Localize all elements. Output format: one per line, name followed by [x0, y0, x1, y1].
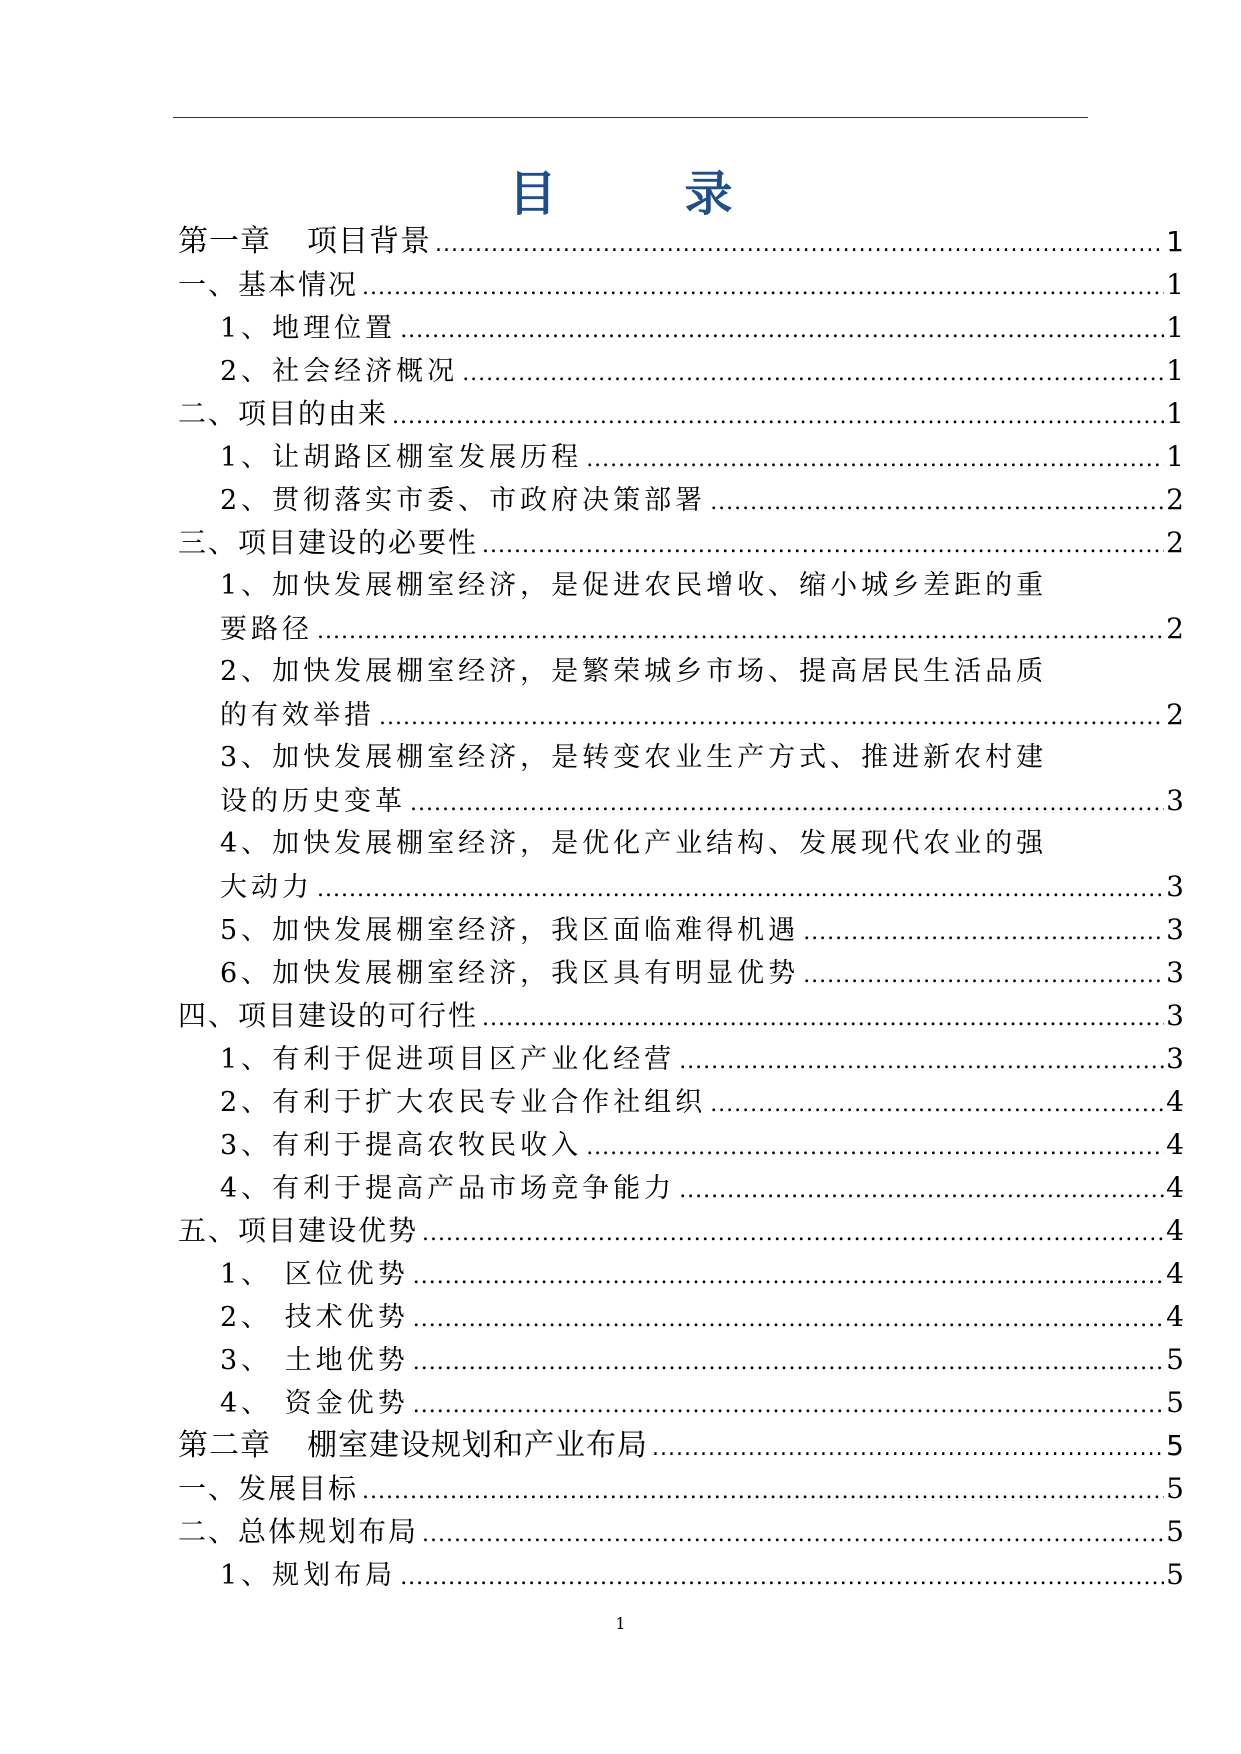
- page-number: 4: [1166, 1257, 1184, 1290]
- entry-label: 1、地理位置: [220, 313, 397, 344]
- toc-entry-section[interactable]: [178, 994, 1184, 1037]
- entry-label: 二、总体规划布局: [178, 1515, 419, 1548]
- entry-label-line2: 要路径: [220, 614, 313, 645]
- toc-entry-section[interactable]: [178, 1510, 1184, 1553]
- entry-label-line1: 2、加快发展棚室经济，是繁荣城乡市场、提高居民生活品质: [220, 656, 1048, 687]
- page-number: 1: [1166, 397, 1184, 430]
- entry-label: 一、基本情况: [178, 268, 359, 301]
- leader-dots: [710, 1081, 1164, 1126]
- leader-dots: [413, 1296, 1164, 1341]
- toc-entry-subsection[interactable]: [178, 478, 1184, 521]
- toc-entry-section[interactable]: [178, 263, 1184, 306]
- page-number: 1: [1166, 268, 1184, 301]
- entry-label-line2: 的有效举措: [220, 700, 375, 731]
- toc-entry-section[interactable]: [178, 392, 1184, 435]
- entry-label: 4、有利于提高产品市场竞争能力: [220, 1173, 676, 1204]
- toc-entry-subsection[interactable]: [178, 435, 1184, 478]
- toc-entry-subsection-wrapped[interactable]: [178, 564, 1184, 650]
- toc-entry-subsection-wrapped[interactable]: [178, 822, 1184, 908]
- chapter-title: 棚室建设规划和产业布局: [307, 1428, 648, 1463]
- toc-entry-section[interactable]: [178, 521, 1184, 564]
- entry-label: 1、 区位优势: [220, 1259, 409, 1290]
- leader-dots: [362, 263, 1164, 309]
- page-number: 5: [1166, 1386, 1184, 1419]
- entry-label: 3、 土地优势: [220, 1345, 409, 1376]
- entry-label: 一、发展目标: [178, 1472, 359, 1505]
- entry-label: 5、加快发展棚室经济，我区面临难得机遇: [220, 915, 800, 946]
- leader-dots: [710, 479, 1164, 524]
- entry-label-line1: 4、加快发展棚室经济，是优化产业结构、发展现代农业的强: [220, 828, 1048, 859]
- leader-dots: [422, 1209, 1164, 1255]
- header-rule: [173, 117, 1088, 118]
- toc-entry-chapter-2[interactable]: [178, 1424, 1184, 1467]
- leader-dots: [400, 1554, 1164, 1599]
- leader-dots: [410, 780, 1164, 825]
- leader-dots: [435, 220, 1164, 266]
- page-number: 1: [1166, 354, 1184, 387]
- page-number: 5: [1166, 1515, 1184, 1548]
- leader-dots: [482, 994, 1164, 1040]
- page-number: 1: [1166, 225, 1184, 258]
- toc-entry-subsection[interactable]: [178, 1252, 1184, 1295]
- toc-entry-subsection[interactable]: [178, 951, 1184, 994]
- leader-dots: [413, 1382, 1164, 1427]
- page-number: 4: [1166, 1214, 1184, 1247]
- page-number: 3: [1166, 784, 1184, 817]
- page-number: 4: [1166, 1300, 1184, 1333]
- entry-label: 2、有利于扩大农民专业合作社组织: [220, 1087, 707, 1118]
- toc-entry-subsection[interactable]: [178, 1553, 1184, 1596]
- table-of-contents: [178, 220, 1184, 1596]
- page-number: 4: [1166, 1085, 1184, 1118]
- page-footer-number: 1: [615, 1614, 626, 1633]
- toc-entry-subsection-wrapped[interactable]: [178, 736, 1184, 822]
- entry-label-line2: 大动力: [220, 872, 313, 903]
- toc-entry-subsection[interactable]: [178, 908, 1184, 951]
- page-number: 3: [1166, 870, 1184, 903]
- toc-entry-chapter-1[interactable]: [178, 220, 1184, 263]
- page-number: 1: [1166, 311, 1184, 344]
- leader-dots: [362, 1467, 1164, 1513]
- entry-label: 五、项目建设优势: [178, 1214, 419, 1247]
- page-number: 2: [1166, 483, 1184, 516]
- entry-label: 2、 技术优势: [220, 1302, 409, 1333]
- toc-entry-subsection[interactable]: [178, 1123, 1184, 1166]
- leader-dots: [803, 952, 1164, 997]
- chapter-label: 第二章: [178, 1428, 271, 1463]
- entry-label: 三、项目建设的必要性: [178, 526, 479, 559]
- page-number: 4: [1166, 1128, 1184, 1161]
- entry-label: 四、项目建设的可行性: [178, 999, 479, 1032]
- entry-label: 2、社会经济概况: [220, 356, 459, 387]
- page-number: 5: [1166, 1343, 1184, 1376]
- leader-dots: [803, 909, 1164, 954]
- leader-dots: [652, 1424, 1164, 1470]
- leader-dots: [317, 608, 1164, 653]
- page-number: 2: [1166, 612, 1184, 645]
- entry-label: 1、有利于促进项目区产业化经营: [220, 1044, 676, 1075]
- page-number: 3: [1166, 1042, 1184, 1075]
- toc-entry-subsection[interactable]: [178, 1295, 1184, 1338]
- leader-dots: [679, 1038, 1164, 1083]
- leader-dots: [586, 1124, 1164, 1169]
- entry-label: 6、加快发展棚室经济，我区具有明显优势: [220, 958, 800, 989]
- leader-dots: [400, 307, 1164, 352]
- toc-entry-subsection[interactable]: [178, 1037, 1184, 1080]
- leader-dots: [413, 1339, 1164, 1384]
- toc-entry-subsection[interactable]: [178, 1338, 1184, 1381]
- toc-entry-subsection[interactable]: [178, 349, 1184, 392]
- toc-title: 目 录: [508, 166, 773, 222]
- leader-dots: [379, 694, 1164, 739]
- leader-dots: [317, 866, 1164, 911]
- page-number: 3: [1166, 913, 1184, 946]
- leader-dots: [586, 436, 1164, 481]
- page-number: 5: [1166, 1429, 1184, 1462]
- toc-entry-section[interactable]: [178, 1467, 1184, 1510]
- toc-entry-subsection[interactable]: [178, 1166, 1184, 1209]
- entry-label: 二、项目的由来: [178, 397, 389, 430]
- leader-dots: [679, 1167, 1164, 1212]
- chapter-title: 项目背景: [307, 224, 431, 259]
- page-number: 1: [1166, 440, 1184, 473]
- entry-label: 1、让胡路区棚室发展历程: [220, 442, 583, 473]
- entry-label: 1、规划布局: [220, 1560, 397, 1591]
- page-number: 3: [1166, 999, 1184, 1032]
- leader-dots: [392, 392, 1164, 438]
- leader-dots: [462, 350, 1164, 395]
- page-number: 5: [1166, 1558, 1184, 1591]
- entry-label: 4、 资金优势: [220, 1388, 409, 1419]
- entry-label: 3、有利于提高农牧民收入: [220, 1130, 583, 1161]
- entry-label-line2: 设的历史变革: [220, 786, 406, 817]
- entry-label: 2、贯彻落实市委、市政府决策部署: [220, 485, 707, 516]
- toc-entry-section[interactable]: [178, 1209, 1184, 1252]
- toc-entry-subsection[interactable]: [178, 1381, 1184, 1424]
- page-number: 4: [1166, 1171, 1184, 1204]
- chapter-label: 第一章: [178, 224, 271, 259]
- leader-dots: [422, 1510, 1164, 1556]
- entry-label-line1: 1、加快发展棚室经济，是促进农民增收、缩小城乡差距的重: [220, 570, 1048, 601]
- entry-label-line1: 3、加快发展棚室经济，是转变农业生产方式、推进新农村建: [220, 742, 1048, 773]
- toc-entry-subsection[interactable]: [178, 306, 1184, 349]
- leader-dots: [482, 521, 1164, 567]
- leader-dots: [413, 1253, 1164, 1298]
- page-number: 5: [1166, 1472, 1184, 1505]
- page-number: 2: [1166, 526, 1184, 559]
- toc-entry-subsection[interactable]: [178, 1080, 1184, 1123]
- page-number: 3: [1166, 956, 1184, 989]
- toc-entry-subsection-wrapped[interactable]: [178, 650, 1184, 736]
- page-number: 2: [1166, 698, 1184, 731]
